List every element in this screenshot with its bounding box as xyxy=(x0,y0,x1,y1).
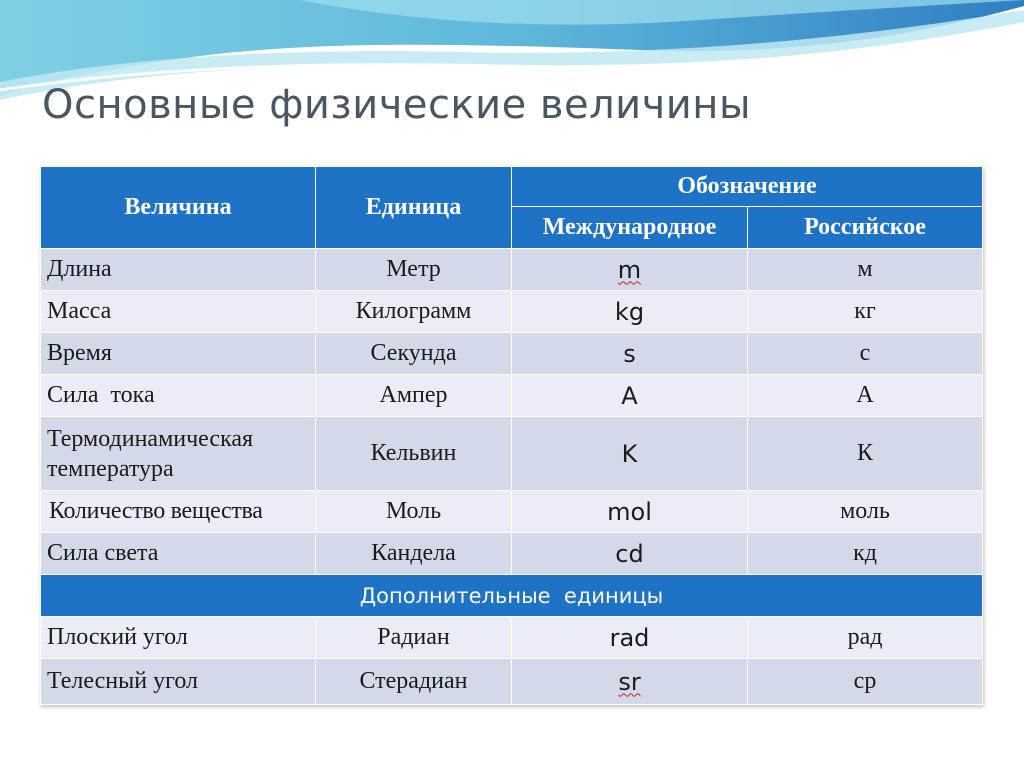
cell-quantity: Плоский угол xyxy=(41,617,316,659)
supplementary-title: Дополнительные единицы xyxy=(41,575,983,617)
cell-ru: м xyxy=(748,249,983,291)
cell-ru: рад xyxy=(748,617,983,659)
header-international: Международное xyxy=(512,207,748,249)
cell-intl: K xyxy=(512,417,748,491)
cell-unit: Ампер xyxy=(316,375,512,417)
table-row xyxy=(41,249,983,291)
cell-unit: Радиан xyxy=(316,617,512,659)
cell-quantity: Масса xyxy=(41,291,316,333)
table-row xyxy=(41,659,983,705)
cell-ru: моль xyxy=(748,491,983,533)
cell-intl: kg xyxy=(512,291,748,333)
cell-intl: sr xyxy=(618,667,641,696)
cell-intl: m xyxy=(617,255,642,284)
section-row xyxy=(41,575,983,617)
cell-ru: А xyxy=(748,375,983,417)
cell-unit: Кандела xyxy=(316,533,512,575)
table-row xyxy=(41,333,983,375)
header-russian: Российское xyxy=(748,207,983,249)
cell-unit: Моль xyxy=(316,491,512,533)
cell-ru: К xyxy=(748,417,983,491)
header-unit: Единица xyxy=(316,167,512,249)
table-row xyxy=(41,617,983,659)
table-row xyxy=(41,491,983,533)
cell-quantity: Сила тока xyxy=(41,375,316,417)
cell-unit: Стерадиан xyxy=(316,659,512,705)
units-table xyxy=(40,166,983,705)
cell-quantity: Телесный угол xyxy=(41,659,316,705)
table-row xyxy=(41,533,983,575)
header-quantity: Величина xyxy=(41,167,316,249)
cell-intl: rad xyxy=(512,617,748,659)
header-designation: Обозначение xyxy=(512,167,983,207)
cell-quantity: Длина xyxy=(41,249,316,291)
cell-quantity: Время xyxy=(41,333,316,375)
cell-quantity: Термодинамическая температура xyxy=(41,417,316,491)
cell-unit: Секунда xyxy=(316,333,512,375)
cell-intl: s xyxy=(512,333,748,375)
cell-ru: кд xyxy=(748,533,983,575)
cell-intl: cd xyxy=(512,533,748,575)
cell-intl: mol xyxy=(512,491,748,533)
cell-intl: A xyxy=(512,375,748,417)
table-row xyxy=(41,375,983,417)
cell-ru: кг xyxy=(748,291,983,333)
cell-unit: Метр xyxy=(316,249,512,291)
cell-ru: ср xyxy=(748,659,983,705)
cell-quantity: Количество вещества xyxy=(41,491,316,533)
page-title: Основные физические величины xyxy=(42,82,752,128)
cell-quantity: Сила света xyxy=(41,533,316,575)
table-row xyxy=(41,291,983,333)
cell-unit: Кельвин xyxy=(316,417,512,491)
table-row xyxy=(41,417,983,491)
cell-ru: с xyxy=(748,333,983,375)
cell-unit: Килограмм xyxy=(316,291,512,333)
